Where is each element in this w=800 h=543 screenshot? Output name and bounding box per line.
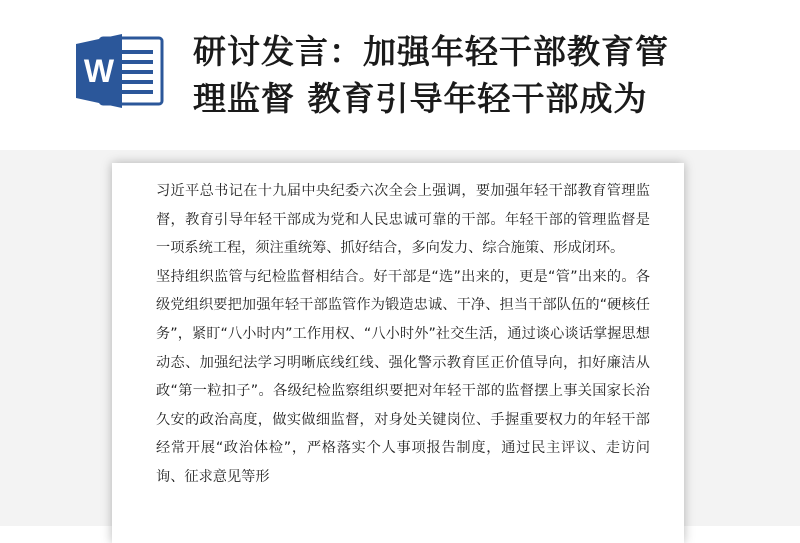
document-page: [112, 163, 684, 543]
paragraph: 坚持组织监管与纪检监督相结合。好干部是“选”出来的，更是“管”出来的。各级党组织要把加强年轻干部监管作为锻造忠诚、干净、担当干部队伍的“硬核任务”，紧盯“八小时内”工作用权、“八小时外”社交生活，通过谈心谈话掌握思想动态、加强纪法学习明晰底线红线、强化警示教育匡正价值导向，扣好廉洁从政“第一粒扣子”。各级纪检监察组织要把对年轻干部的监督摆上事关国家长治久安的政治高度，做实做细监督，对身处关键岗位、手握重要权力的年轻干部经常开展“政治体检”，严格落实个人事项报告制度，通过民主评议、走访问询、征求意见等形: [156, 268, 650, 485]
document-body: [156, 177, 650, 492]
word-document-icon: [70, 30, 166, 110]
page-title: [193, 28, 783, 122]
header: [0, 0, 800, 150]
word-icon-letter: W: [83, 53, 115, 89]
title-line-1: 研讨发言：加强年轻干部教育管: [193, 32, 669, 71]
title-line-2: 理监督 教育引导年轻干部成为: [193, 79, 648, 118]
paragraph: 习近平总书记在十九届中央纪委六次全会上强调，要加强年轻干部教育管理监督，教育引导年轻干部成为党和人民忠诚可靠的干部。年轻干部的管理监督是一项系统工程，须注重统筹、抓好结合，多向发力、综合施策、形成闭环。: [156, 183, 650, 257]
